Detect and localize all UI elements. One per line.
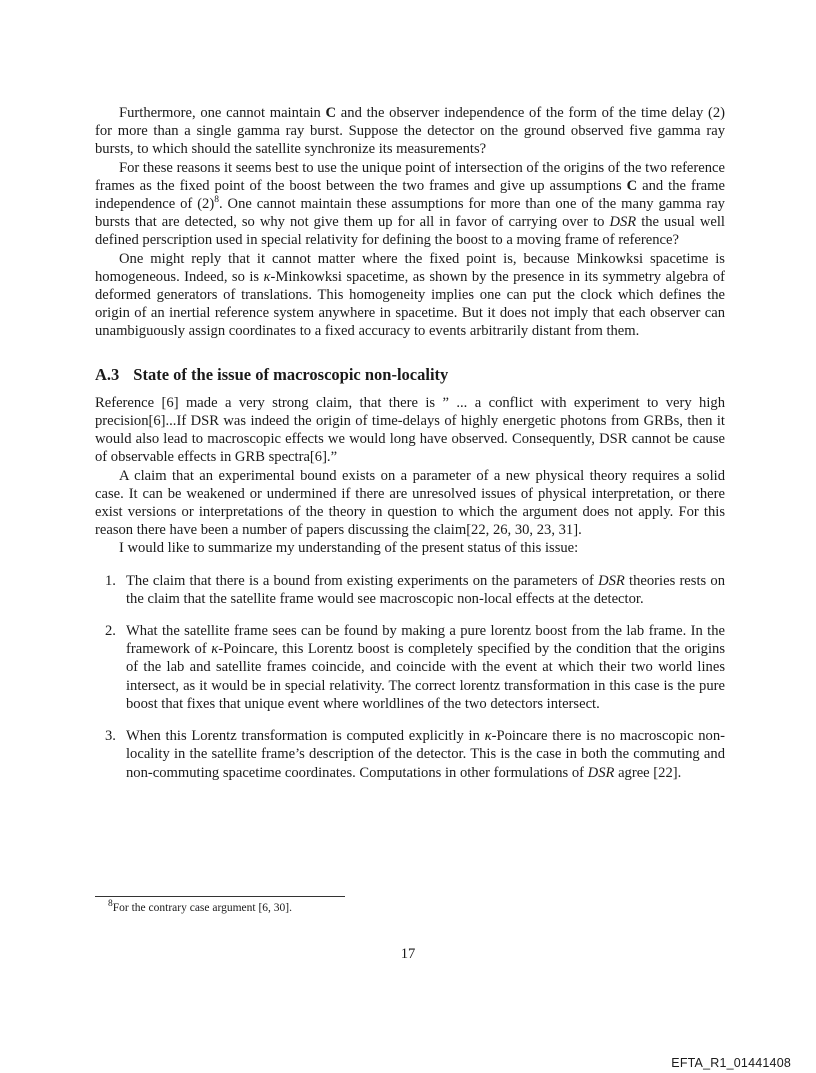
- text: and the frame independence of (2): [95, 177, 725, 213]
- footnote: [108, 899, 293, 914]
- paragraph: [95, 104, 725, 159]
- text: -Poincare there is no macroscopic non-locality in the satellite frame’s description of the detector. This is the case in both the commuting and non-commuting spacetime coordinates. Computations in other formulations of: [126, 728, 725, 781]
- math-dsr: DSR: [609, 214, 637, 231]
- list-item: [95, 572, 725, 608]
- text: -Minkowksi spacetime, as shown by the presence in its symmetry algebra of deformed generators of translations. This homogeneity implies one can put the clock which defines the origin of an inertial reference system anywhere in spacetime. But it does not imply that each observer can unambiguously assign coordinates to a fixed accuracy to events arbitrarily distant from them.: [95, 268, 725, 340]
- section-number: A.3: [95, 364, 120, 384]
- document-stamp: EFTA_R1_01441408: [671, 1056, 791, 1070]
- numbered-list: [95, 572, 725, 782]
- paragraph: I would like to summarize my understanding of the present status of this issue:: [119, 540, 579, 557]
- list-marker: 2.: [105, 623, 116, 640]
- text: One might reply that it cannot matter where the fixed point is, because Minkowksi spacetime is homogeneous. Indeed, so is: [95, 250, 725, 285]
- text: . One cannot maintain these assumptions for more than one of the many gamma ray bursts that are detected, so why not give them up for all in favor of carrying over to: [95, 196, 725, 231]
- assumption-c: C: [325, 105, 337, 121]
- text: What the satellite frame sees can be found by making a pure lorentz boost from the lab frame. In the framework of: [126, 623, 725, 658]
- section-heading: [95, 366, 725, 384]
- page-body: [95, 104, 725, 796]
- text: the usual well defined perscription used in special relativity for defining the boost to a moving frame of reference?: [95, 214, 725, 249]
- text: The claim that there is a bound from existing experiments on the parameters of: [126, 572, 599, 589]
- list-item: [95, 622, 725, 713]
- text: and the observer independence of the form of the time delay (2) for more than a single gamma ray burst. Suppose the detector on the ground observed five gamma ray bursts, to which should the satellite synchronize its measurements?: [95, 105, 726, 158]
- paragraph: Reference [6] made a very strong claim, that there is ” ... a conflict with experiment to very high precision[6]...If DSR was indeed the origin of time-delays of highly energetic photons from GRBs, then it would also lead to macroscopic effects we would long have observed. Consequently, DSR cannot be cause of observable effects in GRB spectra[6].”: [95, 394, 725, 466]
- page-number: 17: [400, 946, 416, 962]
- footnote-divider: [95, 896, 345, 897]
- paragraph: [95, 159, 725, 250]
- section-title: State of the issue of macroscopic non-locality: [133, 364, 449, 384]
- text: Furthermore, one cannot maintain: [119, 105, 326, 121]
- text: -Poincare, this Lorentz boost is completely specified by the condition that the origins of the lab and satellite frames coincide, and coincide with the event at which their two world lines intersect, as it would be in special relativity. The correct lorentz transformation in this case is the pure boost that fixes that unique event where worldlines of the two detectors intersect.: [126, 641, 725, 712]
- list-marker: 1.: [105, 572, 116, 589]
- list-marker: 3.: [105, 728, 116, 745]
- math-kappa: κ: [263, 268, 271, 285]
- assumption-c: C: [626, 177, 638, 194]
- text: theories rests on the claim that the satellite frame would see macroscopic non-local effects at the detector.: [126, 572, 725, 607]
- footnote-text: For the contrary case argument [6, 30].: [112, 902, 293, 914]
- list-item: [95, 727, 725, 782]
- math-kappa: κ: [211, 641, 219, 658]
- math-kappa: κ: [484, 728, 492, 745]
- math-dsr: DSR: [587, 764, 615, 781]
- paragraph: [95, 250, 725, 341]
- text: agree [22].: [614, 764, 682, 781]
- text: When this Lorentz transformation is computed explicitly in: [126, 728, 485, 745]
- text: For these reasons it seems best to use the unique point of intersection of the origins of the two reference frames as the fixed point of the boost between the two frames and give up assumptions: [95, 159, 725, 194]
- math-dsr: DSR: [598, 572, 625, 589]
- paragraph: A claim that an experimental bound exists on a parameter of a new physical theory requires a solid case. It can be weakened or undermined if there are unresolved issues of physical interpretation, or there exist versions or interpretations of the theory in question to which the argument does not apply. For this reason there have been a number of papers discussing the claim[22, 26, 30, 23, 31].: [95, 467, 725, 539]
- footnote-mark: 8: [108, 899, 113, 910]
- footnote-ref[interactable]: 8: [214, 195, 219, 206]
